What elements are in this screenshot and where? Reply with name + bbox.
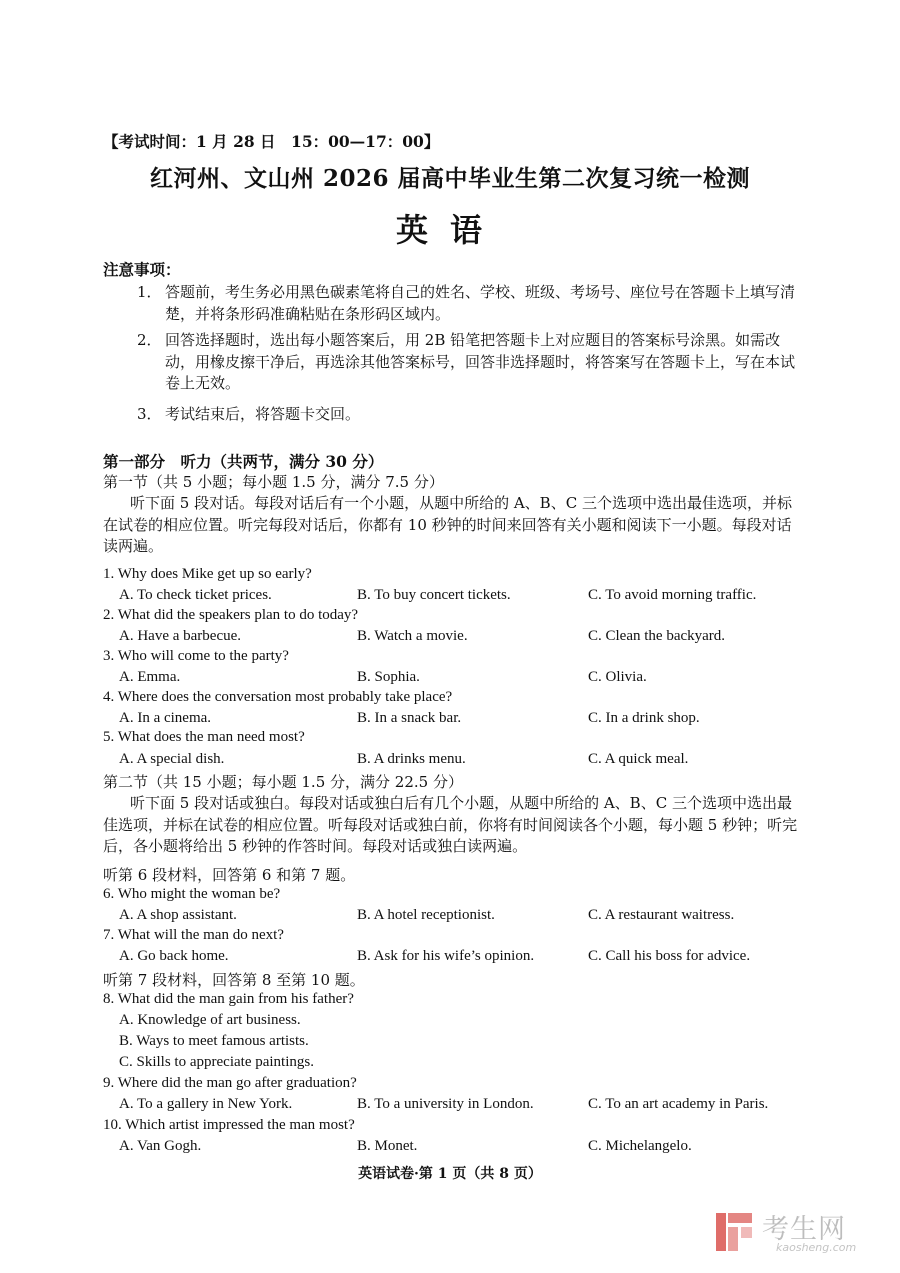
q6-option-b: B. A hotel receptionist. <box>357 907 495 923</box>
watermark-name: 考生网 <box>762 1214 846 1245</box>
q7-stem: 7. What will the man do next? <box>103 927 284 943</box>
notice-item-text: 考试结束后，将答题卡交回。 <box>165 405 361 423</box>
notice-item-1 <box>137 282 803 325</box>
notice-item-number: 3． <box>137 405 162 423</box>
q1-option-c: C. To avoid morning traffic. <box>588 587 757 603</box>
q9-option-a: A. To a gallery in New York. <box>119 1096 293 1112</box>
q2-option-b: B. Watch a movie. <box>357 628 468 644</box>
q5-option-a: A. A special dish. <box>119 751 225 767</box>
subject-title: 英语 <box>395 211 504 249</box>
material-6-note: 听第 6 段材料，回答第 6 和第 7 题。 <box>103 866 356 884</box>
q7-option-b: B. Ask for his wife’s opinion. <box>357 948 535 964</box>
q4-option-b: B. In a snack bar. <box>357 710 462 726</box>
q6-option-c: C. A restaurant waitress. <box>588 907 735 923</box>
part1-heading: 第一部分 听力（共两节，满分 30 分） <box>103 452 384 471</box>
exam-time: 【考试时间：1 月 28 日 15：00—17：00】 <box>103 132 440 151</box>
q8-stem: 8. What did the man gain from his father? <box>103 991 354 1007</box>
q8-option-c: C. Skills to appreciate paintings. <box>119 1054 314 1070</box>
q8-option-b: B. Ways to meet famous artists. <box>119 1033 309 1049</box>
q6-stem: 6. Who might the woman be? <box>103 886 281 902</box>
q3-stem: 3. Who will come to the party? <box>103 648 289 664</box>
q1-stem: 1. Why does Mike get up so early? <box>103 566 312 582</box>
q10-option-c: C. Michelangelo. <box>588 1138 692 1154</box>
q10-option-b: B. Monet. <box>357 1138 418 1154</box>
notice-heading: 注意事项： <box>103 260 181 279</box>
q7-option-c: C. Call his boss for advice. <box>588 948 751 964</box>
q9-stem: 9. Where did the man go after graduation? <box>103 1075 357 1091</box>
q10-option-a: A. Van Gogh. <box>119 1138 202 1154</box>
q2-option-a: A. Have a barbecue. <box>119 628 242 644</box>
notice-item-number: 2． <box>137 331 162 349</box>
material-7-note: 听第 7 段材料，回答第 8 至第 10 题。 <box>103 971 365 989</box>
kaosheng-logo-icon <box>714 1209 754 1255</box>
q4-option-a: A. In a cinema. <box>119 710 212 726</box>
section2-instructions: 听下面 5 段对话或独白。每段对话或独白后有几个小题，从题中所给的 A、B、C 三个选项中选出最佳选项，并标在试卷的相应位置。听每段对话或独白前，你将有时间阅读各个小题，每小题 5 秒钟；听完后，各小题将给出 5 秒钟的作答时间。每段对话或独白读两遍。 <box>103 794 798 855</box>
q3-option-b: B. Sophia. <box>357 669 420 685</box>
q3-option-a: A. Emma. <box>119 669 181 685</box>
q5-option-c: C. A quick meal. <box>588 751 689 767</box>
q4-option-c: C. In a drink shop. <box>588 710 700 726</box>
q5-stem: 5. What does the man need most? <box>103 729 305 745</box>
q9-option-c: C. To an art academy in Paris. <box>588 1096 769 1112</box>
q6-option-a: A. A shop assistant. <box>119 907 237 923</box>
notice-item-text: 答题前，考生务必用黑色碳素笔将自己的姓名、学校、班级、考场号、座位号在答题卡上填写清楚，并将条形码准确粘贴在条形码区域内。 <box>165 283 796 323</box>
q4-stem: 4. Where does the conversation most probably take place? <box>103 689 453 705</box>
notice-item-3 <box>137 404 803 426</box>
section1-instructions: 听下面 5 段对话。每段对话后有一个小题，从题中所给的 A、B、C 三个选项中选出最佳选项，并标在试卷的相应位置。听完每段对话后，你都有 10 秒钟的时间来回答有关小题和阅读下一小题。每段对话读两遍。 <box>103 494 792 555</box>
page-footer: 英语试卷·第 1 页（共 8 页） <box>358 1166 542 1182</box>
q7-option-a: A. Go back home. <box>119 948 229 964</box>
notice-item-text: 回答选择题时，选出每小题答案后，用 2B 铅笔把答题卡上对应题目的答案标号涂黑。如需改动，用橡皮擦干净后，再选涂其他答案标号，回答非选择题时，将答案写在答题卡上，写在本试卷上无效。 <box>165 331 796 392</box>
section1-heading: 第一节（共 5 小题；每小题 1.5 分，满分 7.5 分） <box>103 473 444 491</box>
q10-stem: 10. Which artist impressed the man most? <box>103 1117 355 1133</box>
q1-option-b: B. To buy concert tickets. <box>357 587 511 603</box>
q1-option-a: A. To check ticket prices. <box>119 587 272 603</box>
watermark <box>714 1205 884 1261</box>
q5-option-b: B. A drinks menu. <box>357 751 466 767</box>
watermark-url: kaosheng.com <box>776 1241 857 1254</box>
exam-title: 红河州、文山州 2026 届高中毕业生第二次复习统一检测 <box>149 165 751 192</box>
notice-item-number: 1． <box>137 283 162 301</box>
q9-option-b: B. To a university in London. <box>357 1096 534 1112</box>
q2-stem: 2. What did the speakers plan to do today? <box>103 607 359 623</box>
q3-option-c: C. Olivia. <box>588 669 647 685</box>
section2-heading: 第二节（共 15 小题；每小题 1.5 分，满分 22.5 分） <box>103 773 463 791</box>
q8-option-a: A. Knowledge of art business. <box>119 1012 301 1028</box>
notice-item-2 <box>137 330 803 395</box>
q2-option-c: C. Clean the backyard. <box>588 628 726 644</box>
